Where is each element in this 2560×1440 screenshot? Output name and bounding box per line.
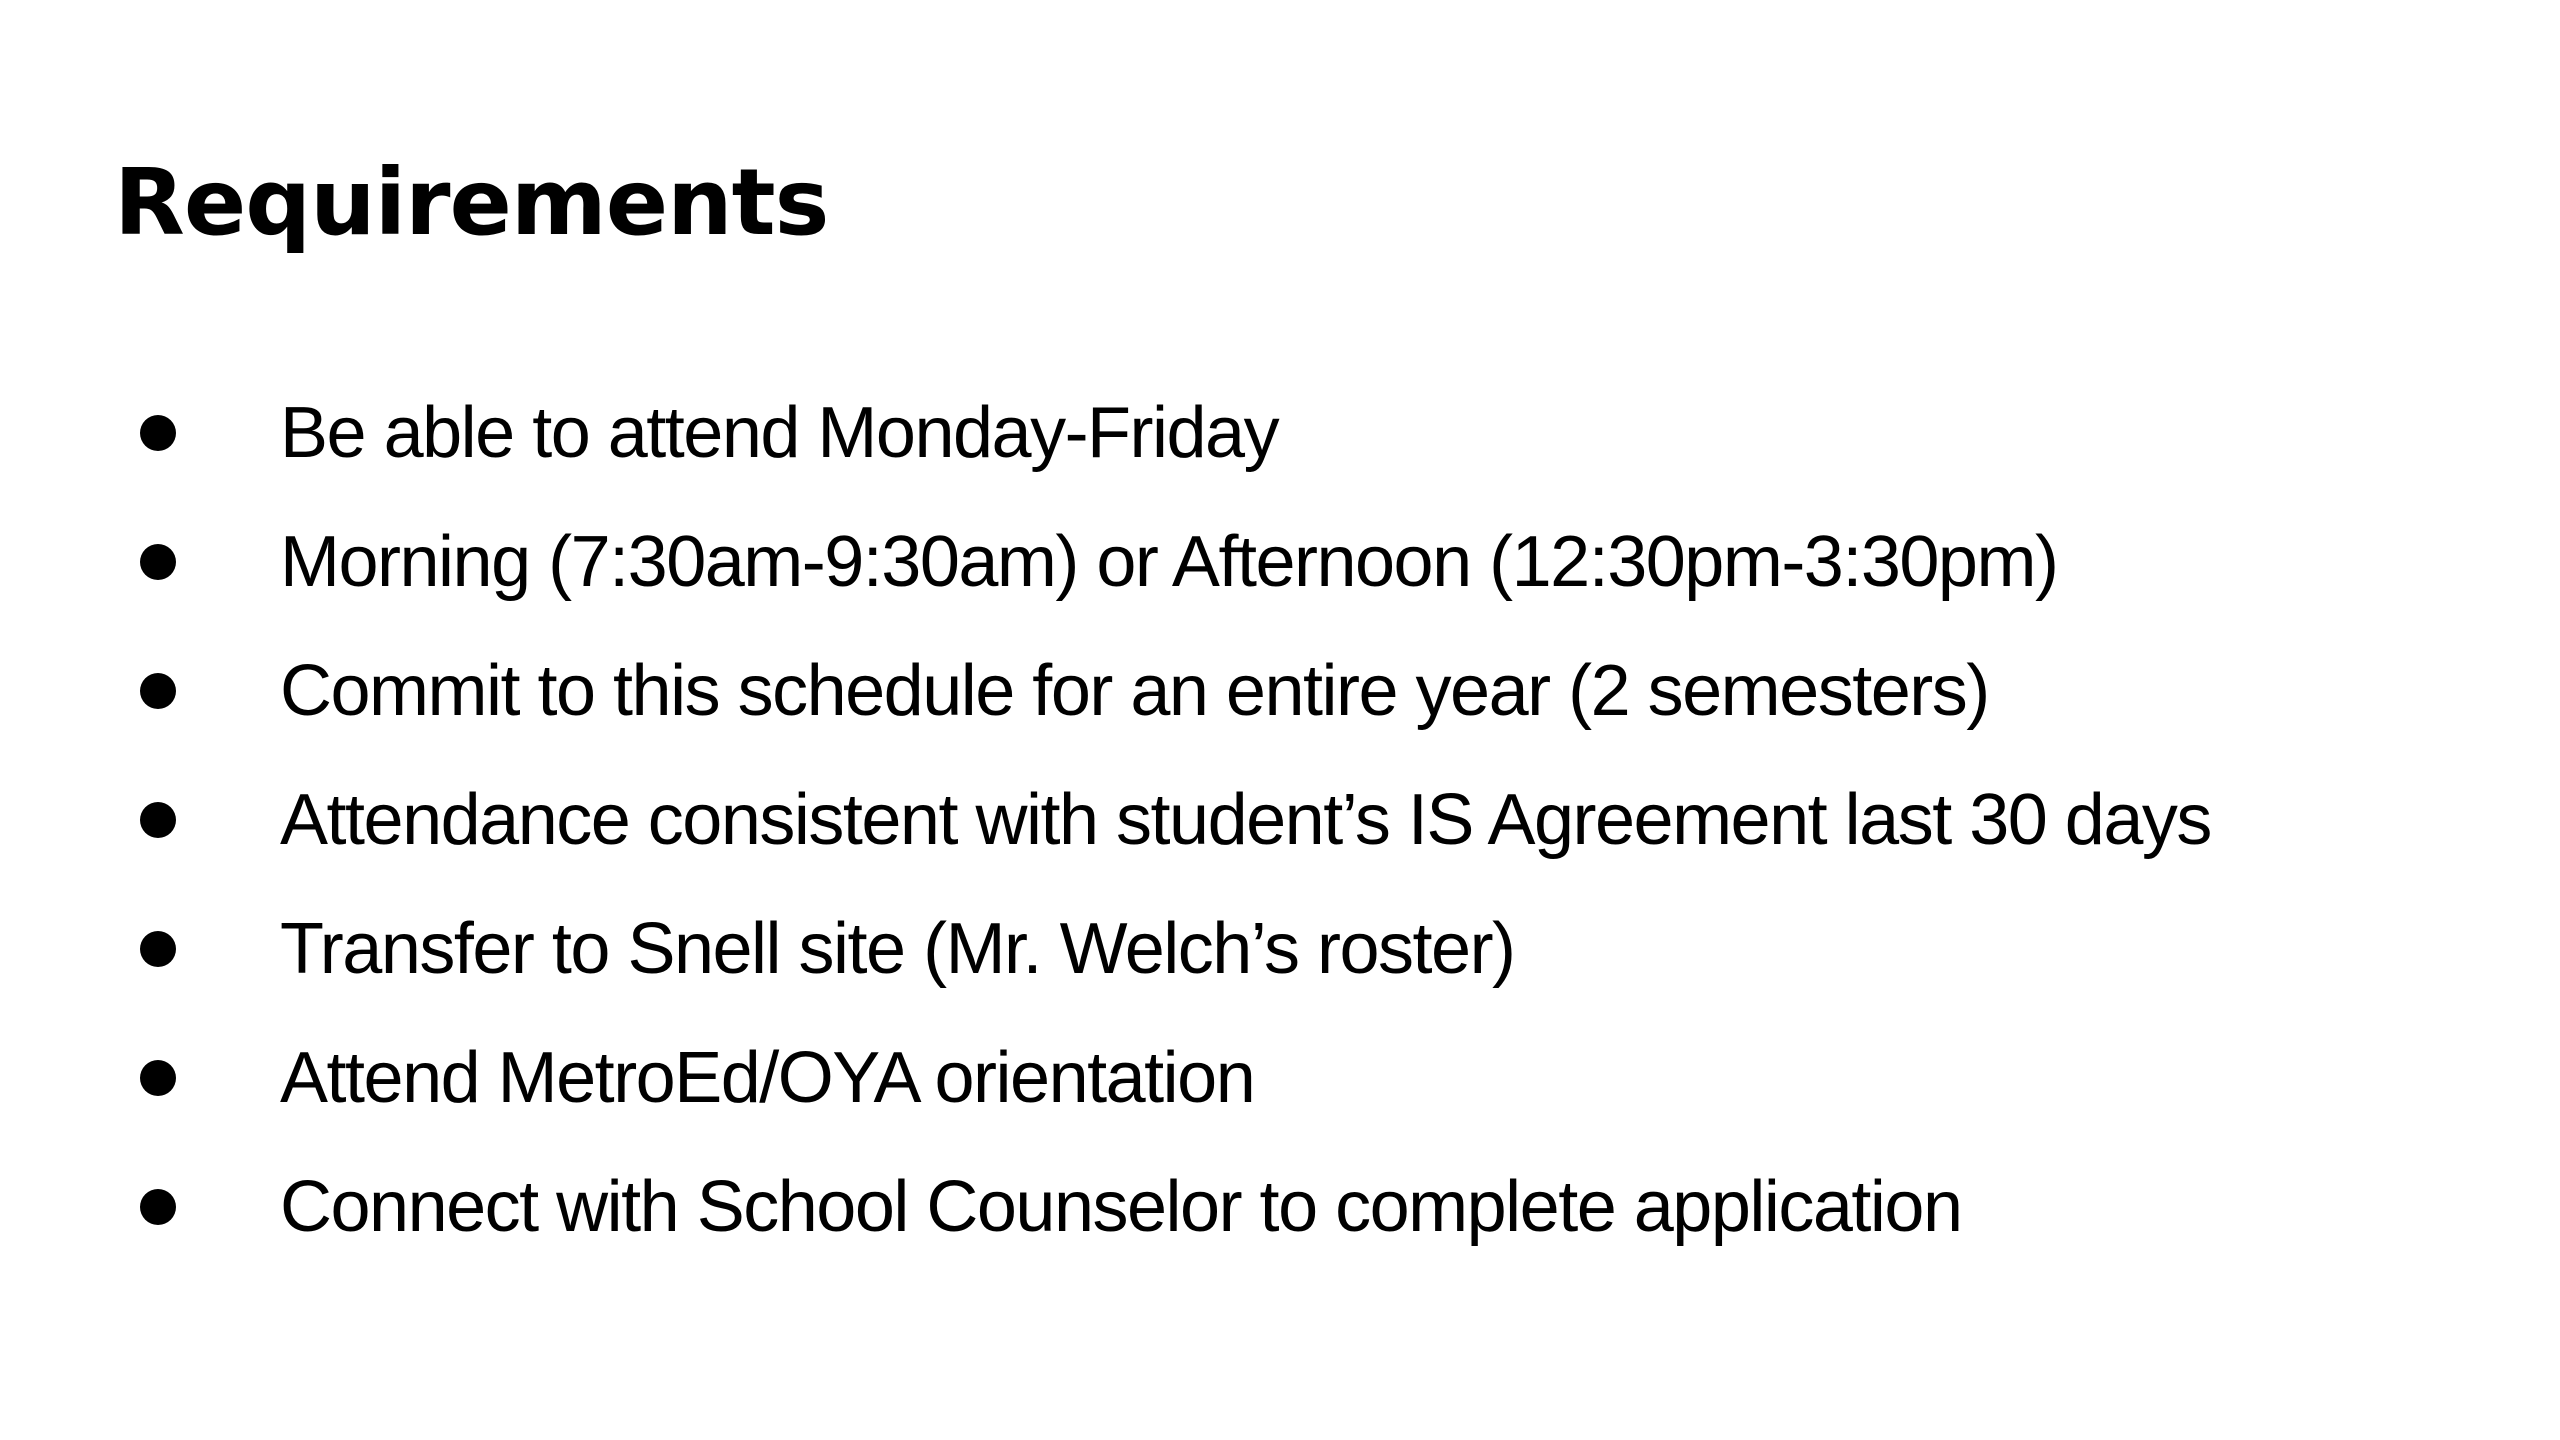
list-item — [140, 1013, 2211, 1142]
bullet-icon — [140, 544, 176, 580]
list-item-text: Connect with School Counselor to complete application — [280, 1166, 1962, 1247]
bullet-icon — [140, 673, 176, 709]
list-item-text: Attendance consistent with student’s IS Agreement last 30 days — [280, 779, 2211, 860]
list-item-text: Morning (7:30am-9:30am) or Afternoon (12:30pm-3:30pm) — [280, 521, 2058, 602]
bullet-icon — [140, 415, 176, 451]
list-item — [140, 884, 2211, 1013]
list-item-text: Transfer to Snell site (Mr. Welch’s roster) — [280, 908, 1515, 989]
list-item — [140, 1142, 2211, 1271]
slide-title: Requirements — [114, 149, 829, 256]
list-item — [140, 368, 2211, 497]
list-item-text: Attend MetroEd/OYA orientation — [280, 1037, 1255, 1118]
list-item-text: Commit to this schedule for an entire year (2 semesters) — [280, 650, 1989, 731]
requirements-list — [140, 368, 2211, 1271]
list-item — [140, 497, 2211, 626]
list-item — [140, 626, 2211, 755]
bullet-icon — [140, 931, 176, 967]
bullet-icon — [140, 1189, 176, 1225]
list-item-text: Be able to attend Monday-Friday — [280, 392, 1279, 473]
bullet-icon — [140, 802, 176, 838]
list-item — [140, 755, 2211, 884]
bullet-icon — [140, 1060, 176, 1096]
